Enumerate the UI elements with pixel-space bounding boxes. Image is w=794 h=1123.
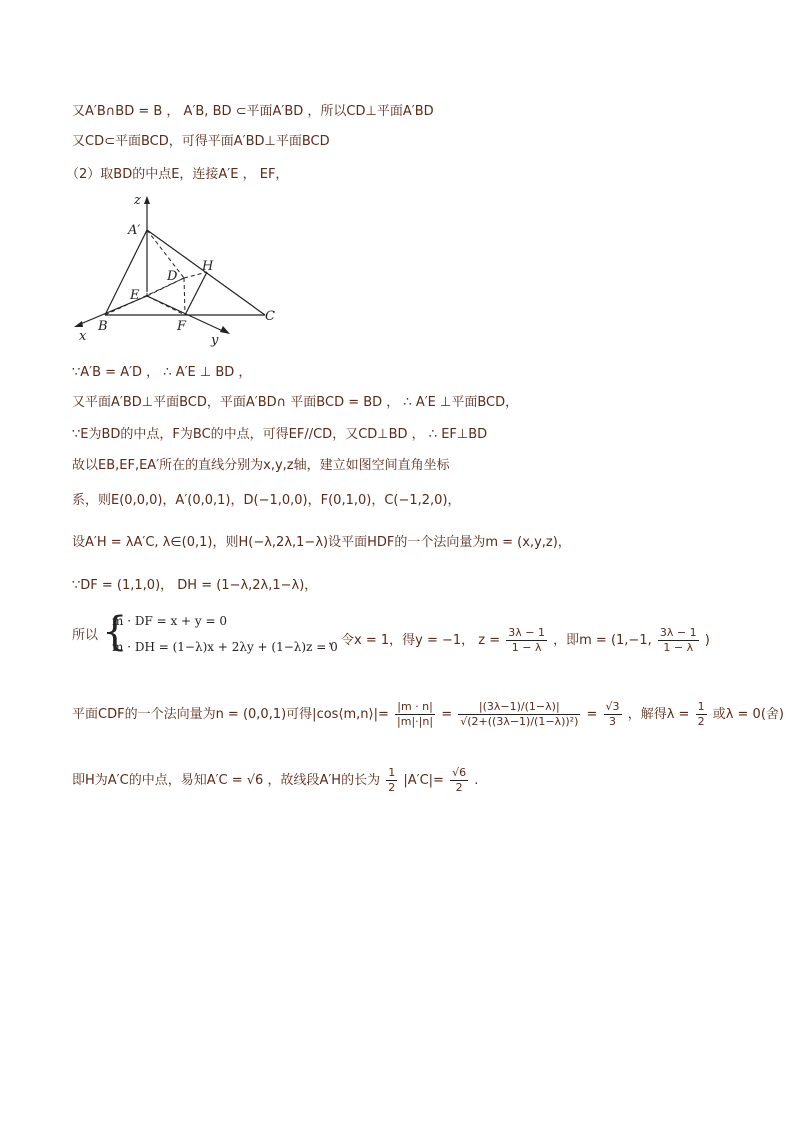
line-12-b: ，解得λ = (627, 707, 690, 722)
m-frac-den: 1 − λ (663, 641, 694, 654)
cos-num: |m · n| (395, 700, 435, 715)
final-fraction (450, 766, 468, 795)
line-11-tail: ，即m = (1,−1, (553, 633, 652, 648)
final-den: 2 (455, 781, 463, 794)
label-x: x (79, 329, 87, 344)
final-num: √6 (452, 766, 467, 779)
line-11-mid-text: ，令x = 1，得y = −1， z = (328, 633, 501, 648)
line-12-eq2: = (586, 707, 598, 722)
half2-den: 2 (388, 781, 396, 794)
z-fraction (506, 626, 547, 655)
line-13-a: 即H为A′C的中点，易知A′C = √6 ，故线段A′H的长为 (72, 773, 381, 788)
line-12-c: 或λ = 0(舍) (712, 707, 784, 722)
result-num: √3 (605, 700, 620, 713)
cos-fraction (395, 700, 435, 729)
label-e: E (130, 288, 140, 303)
text-line-8: 系，则E(0,0,0)，A′(0,0,1)，D(−1,0,0)，F(0,1,0)，C(−1,2,0)， (72, 493, 461, 508)
text-line-9: 设A′H = λA′C, λ∈(0,1)，则H(−λ,2λ,1−λ)设平面HDF的一个法向量为m = (x,y,z)， (72, 535, 571, 550)
label-d: D (167, 269, 178, 284)
m-fraction (658, 626, 699, 655)
text-line-5: 又平面A′BD⊥平面BCD，平面A′BD∩ 平面BCD = BD ， ∴ A′E ⊥平面BCD， (72, 395, 519, 410)
result-den: 3 (609, 715, 617, 728)
line-13-b: |A′C|= (403, 773, 444, 788)
label-f: F (177, 319, 187, 334)
text-line-7: 故以EB,EF,EA′所在的直线分别为x,y,z轴，建立如图空间直角坐标 (72, 458, 450, 473)
text-line-10: ∵DF = (1,1,0)， DH = (1−λ,2λ,1−λ)， (72, 578, 318, 593)
result-fraction (604, 700, 622, 729)
z-frac-num: 3λ − 1 (508, 626, 545, 639)
text-line-4: ∵A′B = A′D ， ∴ A′E ⊥ BD ， (72, 365, 252, 380)
text-line-11-prefix: 所以 (72, 628, 99, 643)
label-z: z (134, 193, 141, 208)
half-fraction (696, 700, 707, 729)
system-brace: { (102, 609, 128, 655)
z-frac-den: 1 − λ (511, 641, 542, 654)
big-den: √(2+((3λ−1)/(1−λ))²) (460, 715, 579, 728)
line-12-eq: = (441, 707, 453, 722)
half-den: 2 (697, 715, 705, 728)
system-eq-2: m · DH = (1−λ)x + 2λy + (1−λ)z = 0 (112, 640, 338, 654)
cos-den: |m|·|n| (397, 715, 434, 728)
label-h: H (202, 259, 214, 274)
label-b: B (98, 319, 108, 334)
m-frac-num: 3λ − 1 (659, 626, 697, 639)
line-13-end: . (474, 773, 479, 788)
label-c: C (265, 309, 275, 324)
big-fraction (458, 700, 580, 729)
text-line-6: ∵E为BD的中点，F为BC的中点，可得EF//CD，又CD⊥BD ， ∴ EF⊥BD (72, 427, 488, 442)
text-line-1: 又A′B∩BD = B ， A′B, BD ⊂平面A′BD ，所以CD⊥平面A′BD (72, 104, 434, 119)
text-line-3: （2）取BD的中点E，连接A′E ， EF， (66, 167, 289, 182)
line-11-tail2: ) (704, 633, 710, 648)
text-line-2: 又CD⊂平面BCD，可得平面A′BD⊥平面BCD (72, 134, 330, 149)
half2-num: 1 (388, 766, 396, 779)
half-num: 1 (697, 700, 705, 713)
big-num: |(3λ−1)/(1−λ)| (458, 700, 580, 715)
text-line-13 (72, 766, 478, 795)
line-12-a: 平面CDF的一个法向量为n = (0,0,1)可得|cos⟨m,n⟩|= (72, 707, 389, 722)
system-eq-1: m · DF = x + y = 0 (112, 614, 228, 628)
geometry-figure (60, 192, 290, 352)
text-line-11-mid (328, 626, 710, 655)
label-y: y (211, 333, 219, 348)
half-fraction-2 (386, 766, 397, 795)
label-a: A′ (128, 223, 141, 238)
text-line-12 (72, 700, 784, 729)
